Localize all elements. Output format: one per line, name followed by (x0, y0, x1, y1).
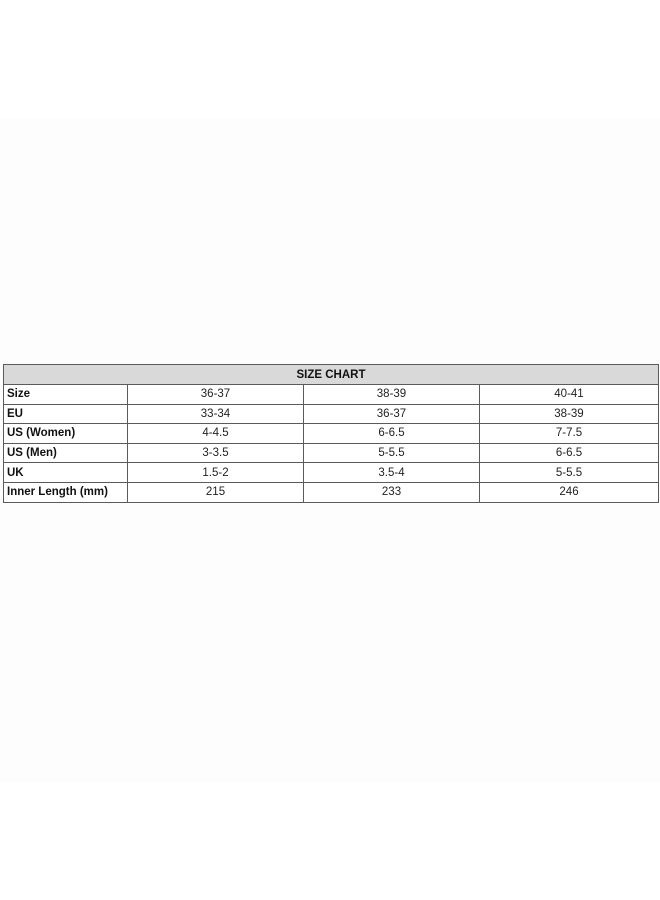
table-row (4, 385, 658, 405)
table-cell: 38-39 (304, 385, 480, 405)
size-chart-title: SIZE CHART (4, 365, 658, 385)
table-cell: 1.5-2 (128, 463, 304, 483)
table-cell: 36-37 (304, 405, 480, 425)
table-row (4, 405, 658, 425)
row-label-us-women: US (Women) (4, 424, 128, 444)
table-cell: 7-7.5 (480, 424, 658, 444)
size-chart-table (3, 364, 659, 503)
row-label-size: Size (4, 385, 128, 405)
table-cell: 6-6.5 (304, 424, 480, 444)
table-cell: 246 (559, 486, 579, 499)
table-cell: 6-6.5 (480, 444, 658, 464)
table-row (4, 424, 658, 444)
table-row (4, 444, 658, 464)
table-cell: 5-5.5 (480, 463, 658, 483)
row-label-uk: UK (4, 463, 128, 483)
table-cell: 233 (304, 483, 480, 502)
row-label-inner-length: Inner Length (mm) (4, 483, 128, 502)
table-cell: 4-4.5 (128, 424, 304, 444)
table-cell: 5-5.5 (304, 444, 480, 464)
table-cell: 215 (128, 483, 304, 502)
table-cell: 40-41 (480, 385, 658, 405)
table-row (4, 483, 658, 502)
table-cell: 3.5-4 (304, 463, 480, 483)
table-cell: 3-3.5 (128, 444, 304, 464)
row-label-us-men: US (Men) (4, 444, 128, 464)
table-cell: 38-39 (480, 405, 658, 425)
table-cell: 33-34 (128, 405, 304, 425)
row-label-eu: EU (4, 405, 128, 425)
table-row (4, 463, 658, 483)
size-chart-header-row (4, 365, 658, 385)
table-cell: 36-37 (128, 385, 304, 405)
